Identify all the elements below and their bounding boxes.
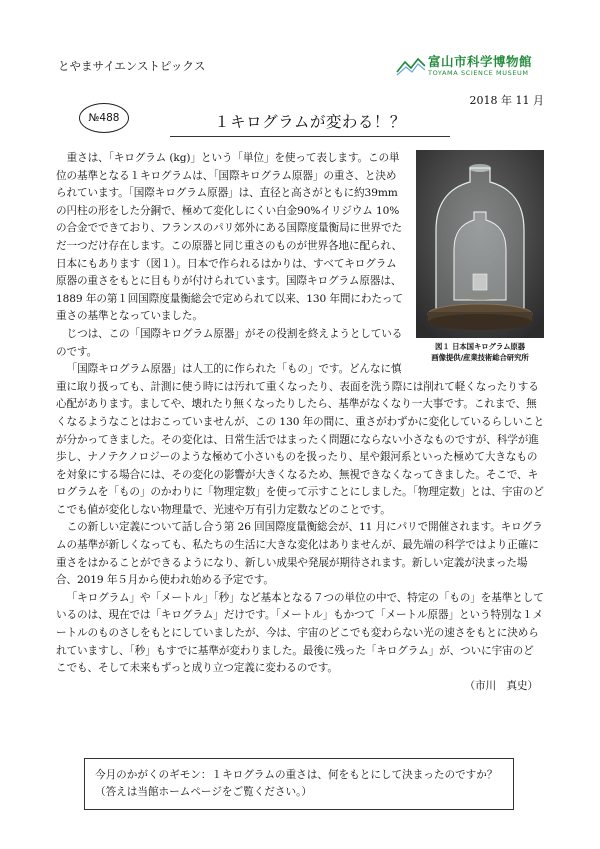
page-title: １キログラムが変わる！？ (214, 113, 406, 131)
question-answer-note: （答えは当館ホームページをご覧ください。） (95, 786, 312, 798)
figure-caption (416, 341, 544, 363)
paragraph: 重さは、「キログラム (kg)」という「単位」を使って表します。この単位の基準となる１キログラムは、「国際キログラム原器」の重さ、と決められています。「国際キログラム原器」は、直径と高さがともに約39mm の円柱の形をした分銅で、極めて変化しにくい白金90%イリジウム 10%の合金でできており、フランスのパリ郊外にある国際度量衡局に世界でただ一つだけ存在します。この原器と同じ重さのものが世界各地に配られ、日本にもあります（図１）。日本で作られるはかりは、すべてキログラム原器の重さをもとに目もりが付けられています。国際キログラム原器は、1889 年の第１回国際度量衡総会で定められて以来、130 年間にわたって重さの基準となっていました。 (56, 152, 403, 323)
paragraph: 「キログラム」や「メートル」「秒」など基本となる７つの単位の中で、特定の「もの」を基準としているのは、現在では「キログラム」だけです。「メートル」もかつて「メートル原器」という特別な１メートルのものさしをもとにしていましたが、今は、宇宙のどこでも変わらない光の速さをもとに決められていますし、「秒」もすでに基準が変わりました。最後に残った「キログラム」が、ついに宇宙のどこでも、そして未来もずっと成り立つ定義に変わるのです。 (56, 591, 544, 675)
paragraph: この新しい定義について話し合う第 26 回国際度量衡総会が、11 月にパリで開催されます。キログラムの基準が新しくなっても、私たちの生活に大きな変化はありませんが、最先端の科学ではより正確に重さをはかることができるようになり、新しい成果や発展が期待されます。新しい定義が決まった場合、2019 年５月から使われ始める予定です。 (56, 521, 543, 587)
figure-caption-line2: 画像提供/産業技術総合研究所 (431, 353, 529, 362)
figure (416, 150, 544, 363)
bell-jar-illustration (416, 150, 544, 338)
issue-number: №488 (79, 103, 129, 133)
series-title: とやまサイエンストピックス (58, 59, 206, 73)
museum-name: 富山市科学博物館 (428, 54, 533, 69)
question-text: 今月のかがくのギモン：１キログラムの重さは、何をもとにして決まったのですか？ (95, 769, 498, 781)
museum-name-en: TOYAMA SCIENCE MUSEUM (428, 69, 529, 77)
museum-logo (396, 52, 566, 82)
paragraph: じつは、この「国際キログラム原器」がその役割を終えようとしているのです。 (56, 327, 403, 358)
question-box (84, 758, 514, 810)
title-underline (170, 136, 450, 137)
paragraph: 「国際キログラム原器」は人工的に作られた「もの」です。どんなに慎重に取り扱っても、計測に使う時には汚れて重くなったり、表面を洗う際には削れて軽くなったりする心配があります。ましてや、壊れたり無くなったりしたら、基準がなくなり一大事です。これまで、無くなるようなことはおこっていませんが、この 130 年の間に、重さがわずかに変化しているらしいことが分かってきました。その変化は、日常生活ではまったく問題にならない小さなものですが、科学が進歩し、ナノテクノロジーのような極めて小さいものを扱ったり、星や銀河系といった極めて大きなものを対象にする場合には、その変化の影響が大きくなるため、無視できなくなってきました。そこで、キログラムを「もの」のかわりに「物理定数」を使って示すことにしました。「物理定数」とは、宇宙のどこでも値が変化しない物理量で、光速や万有引力定数などのことです。 (56, 363, 544, 516)
mountain-logo-icon (396, 54, 426, 76)
figure-caption-line1: 図１ 日本国キログラム原器 (435, 342, 525, 351)
kilogram-prototype-photo (416, 150, 544, 338)
author: （市川 真史） (464, 679, 538, 692)
issue-date: 2018 年 11 月 (469, 94, 544, 107)
article-body (56, 150, 544, 695)
